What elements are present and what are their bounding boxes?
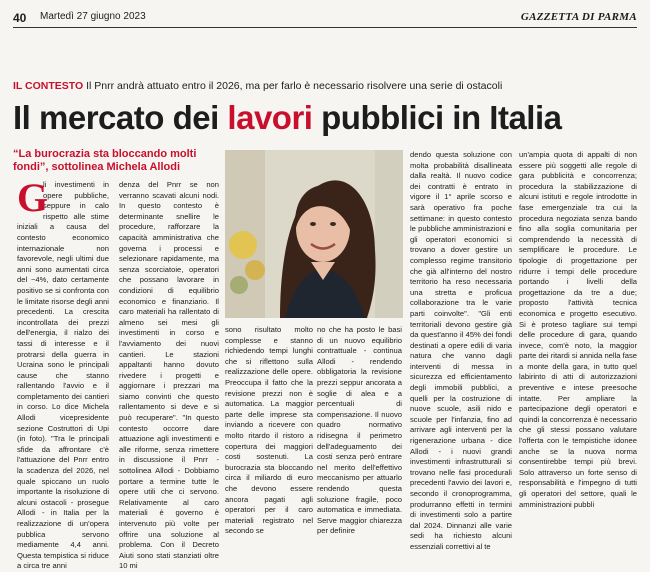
portrait-illustration: [225, 150, 403, 318]
newspaper-name: GAZZETTA DI PARMA: [520, 11, 637, 23]
drop-cap: G: [17, 175, 49, 220]
issue-date: Martedì 27 giugno 2023: [40, 11, 146, 22]
kicker-tag: IL CONTESTO: [13, 80, 84, 92]
portrait-photo: [225, 150, 403, 318]
page-number: 40: [13, 11, 27, 25]
headline-highlight: lavori: [227, 99, 313, 136]
kicker: [13, 80, 502, 92]
headline-pre: Il mercato dei: [13, 99, 228, 136]
header-rule: [13, 27, 637, 28]
column-1-text: li investimenti in opere pubbliche, seppure in calo rispetto alle stime iniziali a causa del contesto economico internazionale non favorevole, negli ultimi due anni sono aumentati circa del ~4%, dato certamente positivo se si confronta con le limitate risorse degli anni precedenti. La crescita incontrollata dei prezzi dell'energia, il rialzo dei tassi di interesse e il protrarsi della guerra in Ucraina sono le principali cause che stanno rallentando l'avvio e il completamento dei cantieri in corso. Lo dice Michela Allodi vicepresidente sezione Costruttori di Upi (in foto). "Tra le principali sfide da affrontare c'è l'attuazione del Pnrr entro la scadenza del 2026, nel quale spiccano un ruolo importante la risoluzione di alcuni ostacoli - prosegue Allodi - in Italia per la realizzazione di un'opera pubblica servono mediamente 4,4 anni. Questa tempistica si riduce a circa tre anni: [17, 180, 109, 571]
article-column-1: [17, 175, 109, 571]
article-column-5: dendo questa soluzione con molta probabilità disallineata dalla realtà. Il nuovo codice dei contratti è entrato in vigore il 1° aprile scorso e sarà operativo fra poche settimane: in questo contesto le pubbliche amministrazioni e gli operatori economici si trovano a dover gestire un complesso regime transitorio che già all'interno del nostro territorio ha reso necessaria una stretta e proficua collaborazione tra le varie parti coinvolte". "Gli enti territoriali devono gestire già da quest'anno il 45% dei fondi destinati a opere edili di varia natura che vanno dagli interventi di messa in sicurezza ed efficientamento degli immobili pubblici, a quelli per la costruzione di nuove scuole, asili nido e scuole per l'infanzia, fino ad arrivare agli interventi per la rigenerazione urbana - dice Allodi - i nuovi grandi investimenti infrastrutturali si trovano nelle fasi procedurali precedenti l'avvio dei lavori e, secondo il cronoprogramma, produrranno effetti in termini di investimenti solo a partire dal 2024. Dinnanzi alle varie sedi ha richiesto alcuni essenziali correttivi al te: [410, 150, 512, 551]
headline-post: pubblici in Italia: [312, 99, 562, 136]
article-column-3: sono risultato molto complesse e stanno richiedendo tempi lunghi che si riflettono sulla realizzazione delle opere. Preoccupa il fatto che la revisione prezzi non è automatica. La maggior parte delle imprese sta inviando a ricevere con molto ritardo il ristoro a copertura dei maggiori costi sostenuti. La burocrazia sta bloccando circa il miliardo di euro che devono essere ancora pagati agli operatori per il caro materiali registrato nel secondo se: [225, 325, 313, 536]
article-column-4: no che ha posto le basi di un nuovo equilibrio contrattuale - continua Allodi - rendendo obbligatoria la revisione prezzi seppur ancorata a soglie di alea e a percentuali di compensazione. Il nuovo quadro normativo ridisegna il perimetro dell'adeguamento dei costi senza però entrare nel merito dell'effettivo meccanismo per attuarlo rendendo questa soluzione fragile, poco automatica e immediata. Serve maggior chiarezza per definire: [317, 325, 402, 536]
headline: [13, 99, 562, 137]
kicker-text: Il Pnrr andrà attuato entro il 2026, ma per farlo è necessario risolvere una serie di ostacoli: [86, 80, 503, 92]
article-column-6: un'ampia quota di appalti di non essere più soggetti alle regole di gara pubblicità e concorrenza; procedura la stabilizzazione di alcuni istituti e regole introdotte in fase emergenziale tra cui la procedura negoziata senza bando fino alla soglia comunitaria per comprendendo la necessità di semplificare le procedure. Le tipologie di progettazione per ridurre i tempi delle procedure portando i livelli della progettazione da tre a due; proposto l'attività tecnica economica e progetto esecutivo. Si è proteso tagliare sui tempi delle procedure di gara, quando invece, com'è noto, la maggior parte dei ritardi si annida nella fase a monte della gara, in tutto quel labirinto di atti di autorizzazioni preventive e intese preesoche intatte. Per ampliare la partecipazione degli operatori e quindi la concorrenza è necessario che gli stessi possano valutare l'offerta con le tempistiche idonee anche se la nuova norma consentirebbe tempi più brevi. Solo attraverso un forte senso di responsabilità e l'impegno di tutti gli operatori del settore, quali le amministrazioni pubbli: [519, 150, 637, 509]
pull-quote: “La burocrazia sta bloccando molti fondi”, sottolinea Michela Allodi: [13, 148, 197, 173]
article-column-2: denza del Pnrr se non verranno scavati alcuni nodi. In questo contesto è determinante snellire le procedure, rafforzare la capacità amministrativa che governa i processi e selezionare rapidamente, ma senza scorciatoie, operatori che possano lavorare in condizioni di equilibrio economico e finanziario. Il caro materiali ha rallentato di almeno sei mesi gli investimenti in corso e l'avviamento dei nuovi cantieri. Le stazioni appaltanti hanno dovuto rivedere i progetti e aggiornare i prezzari ma siamo convinti che questo rallentamento si deve e si può recuperare". "In questo contesto occorre dare attuazione agli investimenti e alle riforme, senza rimettere in discussione il Pnrr - sottolinea Allodi - Dobbiamo portare a termine tutte le opere utili che ci servono. Relativamente al caro materiali è governo è intervenuto più volte per offrire una soluzione al problema. Con il Decreto Aiuti sono stati stanziati oltre 10 mi: [119, 180, 219, 571]
